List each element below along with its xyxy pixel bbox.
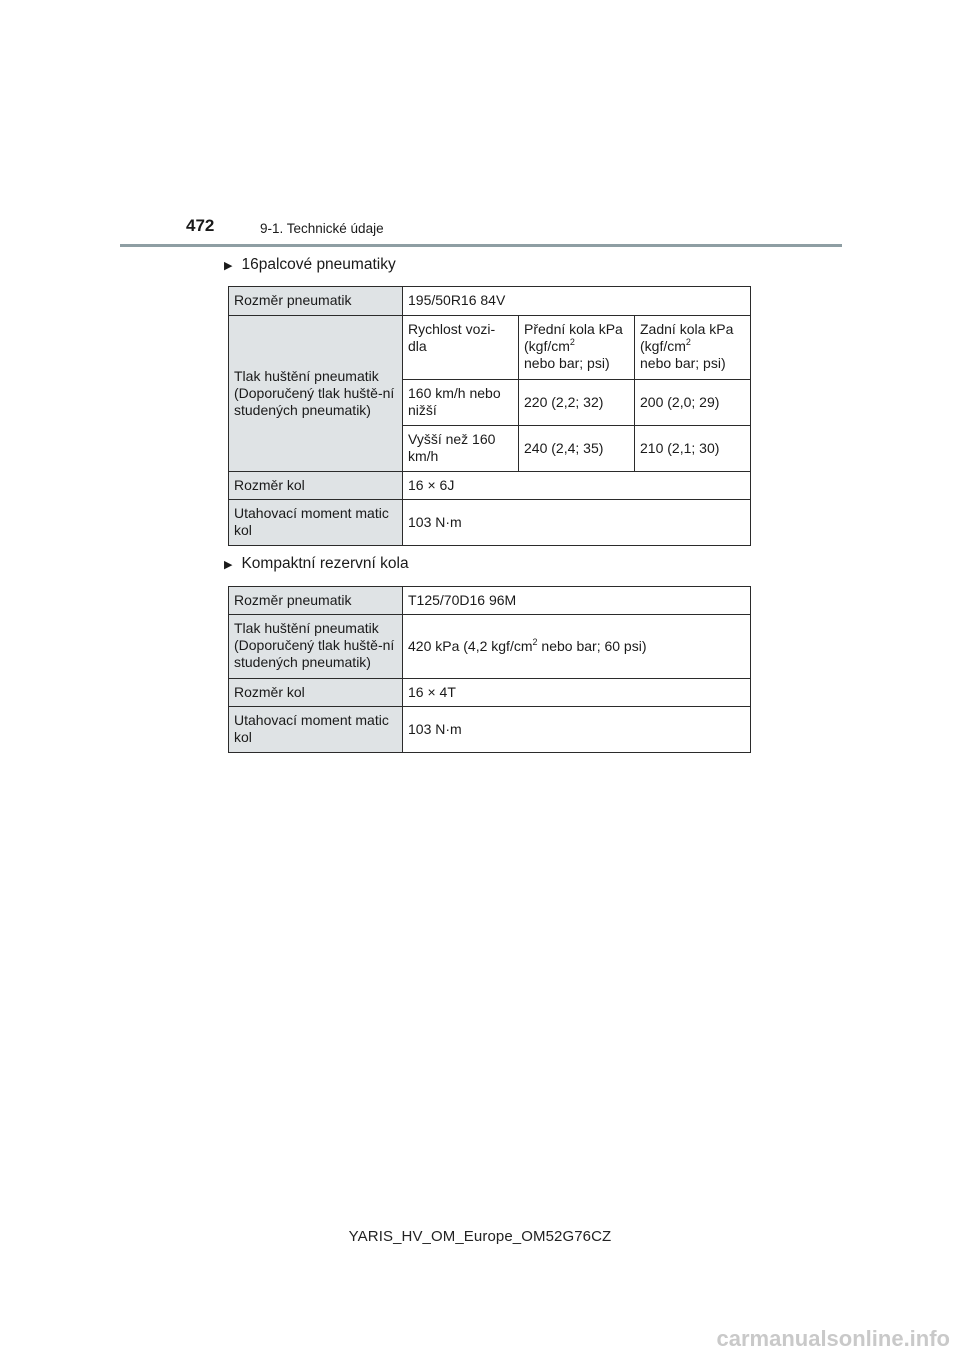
table-row [229, 679, 751, 707]
wheel-size-value: 16 × 4T [403, 679, 751, 707]
tire-size-value: T125/70D16 96M [403, 587, 751, 615]
header-divider [120, 244, 842, 247]
front-header-unit: nebo bar; psi) [524, 355, 610, 371]
rear-wheels-header [635, 316, 751, 380]
tire-size-label: Rozměr pneumatik [229, 587, 403, 615]
tire-size-label: Rozměr pneumatik [229, 287, 403, 316]
chapter-title: 9-1. Technické údaje [260, 221, 384, 236]
tire-spec-table-16inch [228, 286, 751, 546]
speed-cell: 160 km/h nebo nižší [403, 380, 519, 426]
tire-spec-table-spare [228, 586, 751, 753]
front-header-sup: 2 [569, 337, 575, 347]
table-row [229, 587, 751, 615]
tire-size-value: 195/50R16 84V [403, 287, 751, 316]
pressure-label: Tlak huštění pneumatik (Doporučený tlak huště-ní studených pneumatik) [229, 615, 403, 679]
pressure-value-text: 420 kPa (4,2 kgf/cm [408, 638, 533, 654]
rear-pressure-cell: 200 (2,0; 29) [635, 380, 751, 426]
rear-pressure-cell: 210 (2,1; 30) [635, 426, 751, 472]
torque-label: Utahovací moment matic kol [229, 500, 403, 546]
front-header-text: Přední kola kPa (kgf/cm [524, 321, 623, 354]
front-wheels-header [519, 316, 635, 380]
section-heading-text: Kompaktní rezervní kola [241, 555, 409, 572]
section-heading-16inch [224, 256, 396, 274]
table-row [229, 500, 751, 546]
table-row [229, 615, 751, 679]
torque-value: 103 N·m [403, 500, 751, 546]
rear-header-sup: 2 [685, 337, 691, 347]
front-pressure-cell: 220 (2,2; 32) [519, 380, 635, 426]
table-row [229, 707, 751, 753]
front-pressure-cell: 240 (2,4; 35) [519, 426, 635, 472]
torque-label: Utahovací moment matic kol [229, 707, 403, 753]
triangle-bullet-icon: ▶ [224, 259, 233, 272]
wheel-size-label: Rozměr kol [229, 472, 403, 500]
table-row [229, 316, 751, 380]
watermark: carmanualsonline.info [716, 1326, 950, 1351]
pressure-value-unit: nebo bar; 60 psi) [537, 638, 647, 654]
section-heading-text: 16palcové pneumatiky [241, 256, 396, 273]
pressure-label: Tlak huštění pneumatik (Doporučený tlak huště-ní studených pneumatik) [229, 316, 403, 472]
wheel-size-value: 16 × 6J [403, 472, 751, 500]
speed-header: Rychlost vozi-dla [403, 316, 519, 380]
pressure-value-sup: 2 [532, 637, 538, 647]
pressure-value [403, 615, 751, 679]
rear-header-unit: nebo bar; psi) [640, 355, 726, 371]
table-row [229, 287, 751, 316]
speed-cell: Vyšší než 160 km/h [403, 426, 519, 472]
table-row [229, 472, 751, 500]
document-code: YARIS_HV_OM_Europe_OM52G76CZ [348, 1228, 612, 1245]
triangle-bullet-icon: ▶ [224, 558, 233, 571]
page-number: 472 [186, 216, 215, 235]
section-heading-spare [224, 555, 409, 573]
rear-header-text: Zadní kola kPa (kgf/cm [640, 321, 734, 354]
torque-value: 103 N·m [403, 707, 751, 753]
wheel-size-label: Rozměr kol [229, 679, 403, 707]
